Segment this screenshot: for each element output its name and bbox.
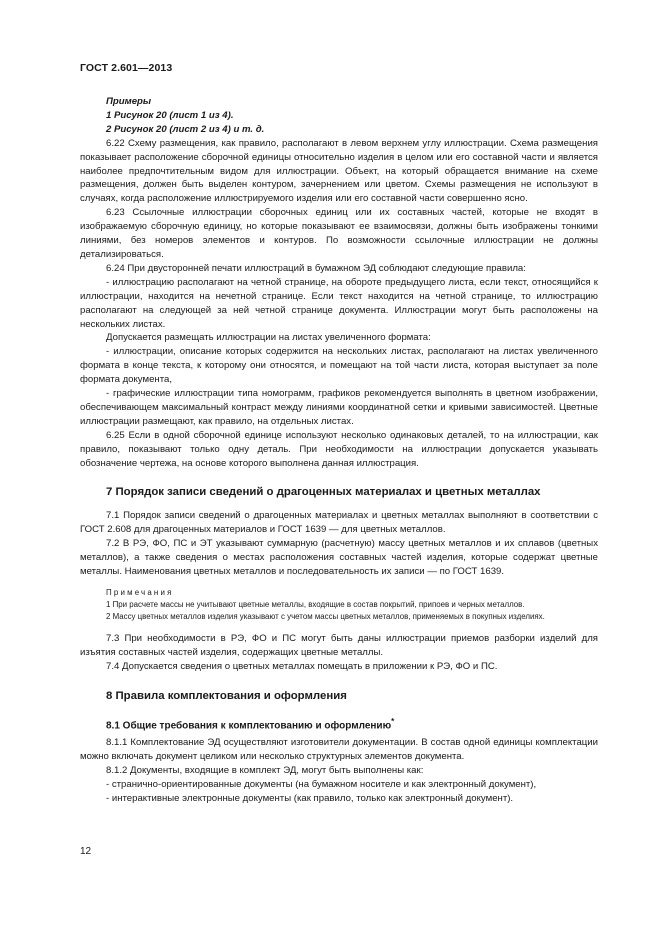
examples-title: Примеры <box>106 96 152 107</box>
notes-title: Примечания <box>106 588 174 597</box>
paragraph-7-3: 7.3 При необходимости в РЭ, ФО и ПС могут быть даны иллюстрации приемов разборки изделий для изъятия составных частей изделия, содержащих цветные металлы. <box>80 633 598 659</box>
example-item: 1 Рисунок 20 (лист 1 из 4). <box>106 109 234 121</box>
document-header: ГОСТ 2.601—2013 <box>80 62 173 74</box>
footnote-mark: * <box>391 717 395 727</box>
list-item: - интерактивные электронные документы (как правило, только как электронный документ). <box>106 792 514 804</box>
paragraph-7-2: 7.2 В РЭ, ФО, ПС и ЭТ указывают суммарную (расчетную) массу цветных металлов и их сплавов (цветных металлов), а также сведения о местах расположения составных частей изделия, которые содержат цветные металлы. Наименования цветных металлов и последовательность их записи — по ГОСТ 1639. <box>80 538 598 578</box>
list-item: - иллюстрации, описание которых содержится на нескольких листах, располагают на листах увеличенного формата в конце текста, к которому они относятся, и помещают на той части листа, которая выступает за поле формата документа, <box>80 346 598 386</box>
paragraph-7-1: 7.1 Порядок записи сведений о драгоценных материалах и цветных металлах выполняют в соответствии с ГОСТ 2.608 для драгоценных материалов и ГОСТ 1639 — для цветных металлов. <box>80 510 598 536</box>
section-7-heading: 7 Порядок записи сведений о драгоценных материалах и цветных металлах <box>106 486 541 499</box>
subsection-title: 8.1 Общие требования к комплектованию и оформлению <box>106 720 392 732</box>
paragraph-8-1-1: 8.1.1 Комплектование ЭД осуществляют изготовители документации. В состав одной единицы комплектации можно включать документ целиком или несколько структурных элементов документа. <box>80 737 598 763</box>
paragraph-7-4: 7.4 Допускается сведения о цветных металлах помещать в приложении к РЭ, ФО и ПС. <box>106 661 498 673</box>
paragraph-6-25: 6.25 Если в одной сборочной единице используют несколько одинаковых деталей, то на иллюстрации, как правило, показывают только одну деталь. При необходимости на иллюстрации допускается указывать обозначение чертежа, на основе которого выполнена данная иллюстрация. <box>80 429 598 469</box>
list-item: - странично-ориентированные документы (на бумажном носителе и как электронный документ), <box>106 779 537 791</box>
section-8-heading: 8 Правила комплектования и оформления <box>106 690 347 703</box>
page-content <box>80 95 598 806</box>
list-item: - графические иллюстрации типа номограмм, графиков рекомендуется выполнять в цветном изображении, обеспечивающем максимальный контраст между линиями координатной сетки и кривыми зависимостей. Цветные иллюстрации размещают, как правило, на отдельных листах. <box>80 388 598 427</box>
notes-block <box>80 587 598 622</box>
paragraph: Допускается размещать иллюстрации на листах увеличенного формата: <box>106 332 431 344</box>
note-item: 2 Массу цветных металлов изделия указывают с учетом массы цветных металлов, применяемых в покупных изделиях. <box>106 611 545 621</box>
list-item: - иллюстрацию располагают на четной странице, на обороте предыдущего листа, если текст, относящийся к иллюстрации, находится на нечетной странице. Если текст находится на четной странице, то иллюстрацию располагают на следующей за ней четной странице документа. Иллюстрации могут быть расположены на нескольких листах. <box>80 276 598 330</box>
paragraph-6-24: 6.24 При двусторонней печати иллюстраций в бумажном ЭД соблюдают следующие правила: <box>106 262 526 274</box>
paragraph-6-23: 6.23 Ссылочные иллюстрации сборочных единиц или их составных частей, которые не входят в изображаемую сборочную единицу, но которые показывают ее взаимосвязи, должны быть изображены тонкими линиями, без номеров элементов и контуров. По возможности ссылочные иллюстрации не должны детализироваться. <box>80 207 598 260</box>
section-8-1-heading <box>106 715 598 733</box>
paragraph-8-1-2: 8.1.2 Документы, входящие в комплект ЭД, могут быть выполнены как: <box>106 765 424 777</box>
note-item: 1 При расчете массы не учитывают цветные металлы, входящие в состав покрытий, припоев и черных металлов. <box>106 599 525 609</box>
paragraph-6-22: 6.22 Схему размещения, как правило, располагают в левом верхнем углу иллюстрации. Схема размещения показывает расположение сборочной единицы относительно изделия в целом или его составной части и является наиболее предпочтительным видом для иллюстрации. Объект, на который обращается внимание на схеме размещения, должен быть выделен контуром, зачернением или цветом. Схемы размещения не используют в случаях, когда расположение иллюстрируемого изделия или его составной части совершенно ясно. <box>80 137 598 205</box>
example-item: 2 Рисунок 20 (лист 2 из 4) и т. д. <box>106 123 265 135</box>
page-number: 12 <box>80 846 92 857</box>
